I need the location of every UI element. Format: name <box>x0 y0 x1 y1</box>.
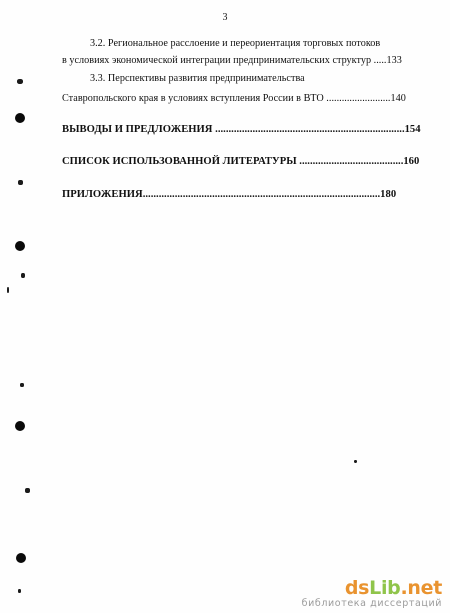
toc-entry-conclusions: ВЫВОДЫ И ПРЕДЛОЖЕНИЯ .......................................................................154 <box>62 124 421 135</box>
logo-net: .net <box>400 577 442 599</box>
toc-entry-3-3-line-1: 3.3. Перспективы развития предпринимательства <box>90 73 305 84</box>
scan-speck <box>17 79 23 84</box>
watermark-subtitle: библиотека диссертаций <box>301 598 442 609</box>
logo-ds: ds <box>344 577 370 599</box>
scan-speck <box>18 180 23 185</box>
dslib-logo <box>302 578 442 598</box>
scan-speck <box>25 488 30 493</box>
binding-hole <box>15 241 25 251</box>
toc-entry-3-2-line-2: в условиях экономической интеграции предпринимательских структур .....133 <box>62 55 402 66</box>
scan-speck <box>20 383 24 387</box>
scan-speck <box>7 287 9 293</box>
scan-speck <box>18 589 21 593</box>
scan-speck <box>354 460 357 463</box>
toc-entry-references: СПИСОК ИСПОЛЬЗОВАННОЙ ЛИТЕРАТУРЫ .......................................160 <box>62 156 420 167</box>
binding-hole <box>15 113 25 123</box>
logo-lib: Lib <box>369 577 401 599</box>
dslib-watermark <box>302 578 442 609</box>
toc-entry-3-2-line-1: 3.2. Региональное расслоение и переориентация торговых потоков <box>90 38 381 49</box>
scan-speck <box>21 273 25 278</box>
page-number: 3 <box>222 12 228 23</box>
binding-hole <box>15 421 25 431</box>
toc-entry-3-3-line-2: Ставропольского края в условиях вступления России в ВТО .........................140 <box>62 93 406 104</box>
binding-hole <box>16 553 26 563</box>
toc-entry-appendices: ПРИЛОЖЕНИЯ.........................................................................................180 <box>62 189 397 200</box>
